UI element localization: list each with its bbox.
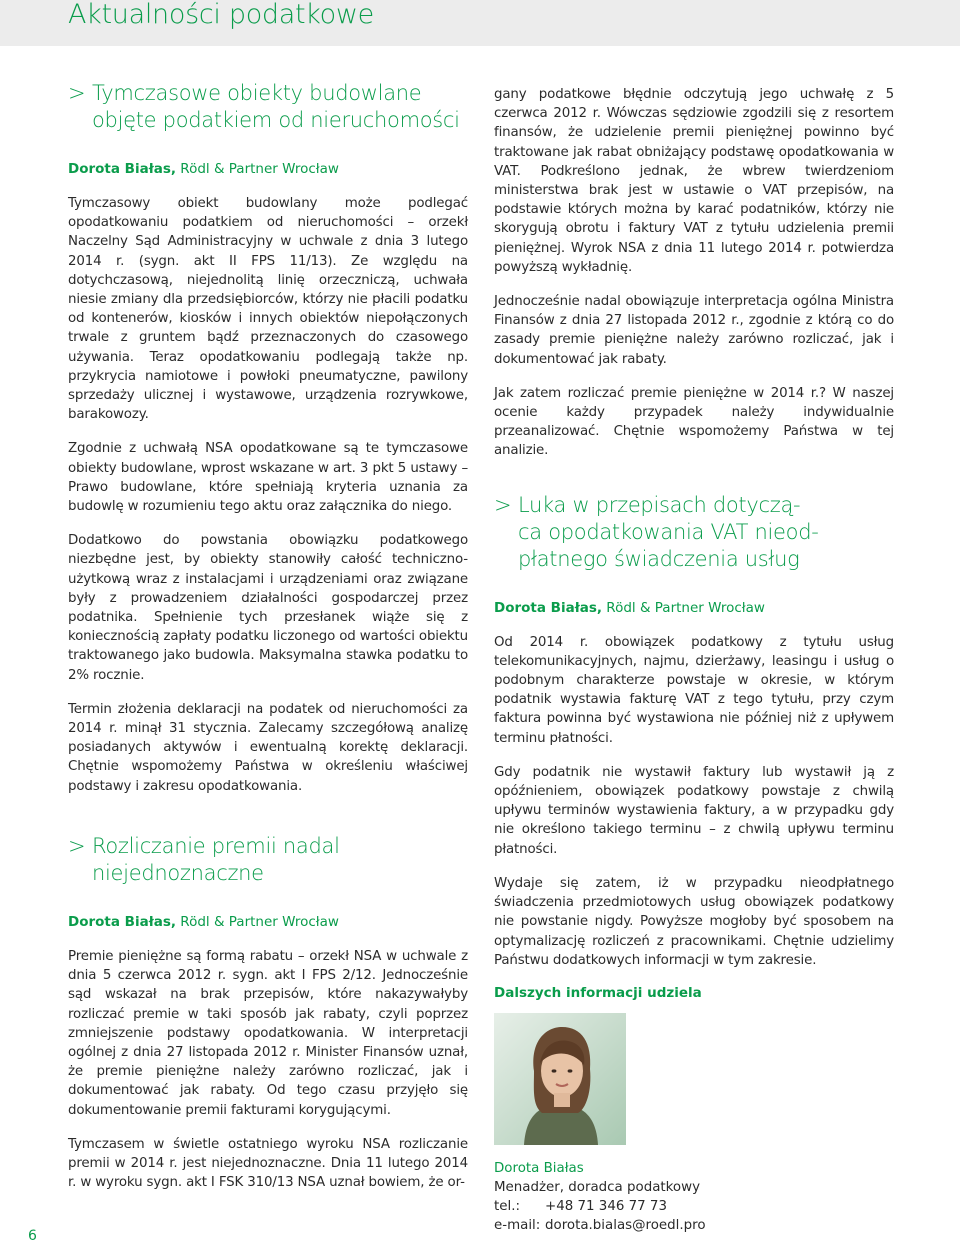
page-title: Aktualności podatkowe: [68, 0, 374, 30]
paragraph: Od 2014 r. obowiązek podatkowy z tytułu usług telekomunikacyjnych, najmu, dzierżawy, leasingu i usług o podobnym charakterze powstaje w okresie, w którym podatnik wystawia fakturę VAT z tego tytułu, przy czym faktura powinna być wystawiona nie później niż z upływem terminu płatności.: [494, 634, 894, 746]
author-org: Rödl & Partner Wrocław: [180, 161, 339, 177]
section-author-1: [68, 160, 468, 178]
paragraph: Termin złożenia deklaracji na podatek od nieruchomości za 2014 r. minął 31 stycznia. Zalecamy szczegółową analizę posiadanych aktywów i ewentualną korektę deklaracji. Chętnie wspomożemy Państwa w określeniu właściwej podstawy i zakresu opodatkowania.: [68, 701, 468, 794]
author-name: Dorota Białas,: [68, 161, 176, 177]
paragraph: Tymczasowy obiekt budowlany może podlegać opodatkowaniu podatkiem od nieruchomości – orzekł Naczelny Sąd Administracyjny w uchwale z dnia 3 lutego 2014 r. (sygn. akt II FPS 11/13). Ze względu na dotychczasową, niejednolitą linię orzeczniczą, uchwała niesie zmiany dla przedsiębiorców, którzy nie płacili podatku od kontenerów, kiosków i innych obiektów niepołączonych trwale z gruntem bądź przeznaczonych do czasowego używania. Teraz opodatkowaniu podlegają także np. przykrycia namiotowe i powłoki pneumatyczne, pawilony sprzedaży ulicznej i wystawowe, urządzenia rozrywkowe, barakowozy.: [68, 196, 468, 423]
email-link[interactable]: dorota.bialas@roedl.pro: [545, 1217, 706, 1233]
paragraph: Dodatkowo do powstania obowiązku podatkowego niezbędne jest, by obiekty stanowiły całość techniczno-użytkową wraz z instalacjami i urządzeniami oraz związane były z prowadzeniem działalności gospodarczej przez podatnika. Spełnienie tych przesłanek wiąże się z koniecznością zapłaty podatku liczonego od wartości obiektu traktowanego jako budowla. Maksymalna stawka podatku to 2% rocznie.: [68, 533, 468, 683]
author-name: Dorota Białas,: [68, 913, 176, 930]
paragraph: Gdy podatnik nie wystawił faktury lub wystawił ją z opóźnieniem, obowiązek podatkowy powstaje z chwilą upływu terminów wystawienia faktury, a w przypadku gdy nie określono takiego terminu – z chwilą upływu terminu płatności.: [494, 764, 894, 857]
email-label: e-mail:: [494, 1217, 541, 1233]
paragraph: Tymczasem w świetle ostatniego wyroku NSA rozliczanie premii w 2014 r. jest niejednoznaczne. Dnia 11 lutego 2014 r. w wyroku sygn. akt I FSK 310/13 NSA uznał bowiem, że or-: [68, 1136, 468, 1191]
section-title-3: > Luka w przepisach dotyczą- ca opodatkowania VAT nieod- płatnego świadczenia usług: [494, 492, 819, 571]
contact-details: [494, 1159, 894, 1235]
author-name: Dorota Białas,: [494, 599, 602, 616]
paragraph: gany podatkowe błędnie odczytują jego uchwałę z 5 czerwca 2012 r. Wówczas sędziowie zgodzili się z resortem finansów, że udzielenie premii pieniężnej powinno być traktowane jak rabat obniżający podstawę opodatkowania w VAT. Podkreślono jednak, że wbrew twierdzeniom ministerstwa brak jest w ustawie o VAT przepisów, na podstawie których można by karać podatników, którzy nie skorygują obrotu i faktury VAT z tytułu udzielenia premii pieniężnej. Wyrok NSA z dnia 11 lutego 2014 r. potwierdza powyższą wykładnię.: [494, 87, 894, 275]
paragraph: Jednocześnie nadal obowiązuje interpretacja ogólna Ministra Finansów z dnia 27 listopada 2012 r., zgodnie z którą co do zasady premie pieniężne należy zarówno rozliczać, jak i dokumentować jak rabaty.: [494, 294, 894, 367]
section-author-2: [68, 913, 468, 931]
paragraph: Wydaje się zatem, iż w przypadku nieodpłatnego świadczenia przedmiotowych usług obowiązek podatkowy nie powstanie nigdy. Powyższe mogłoby być sposobem na optymalizację rozliczeń z pracownikami. Chętnie udzielimy Państwu dodatkowych informacji w tym zakresie.: [494, 875, 894, 968]
section-title-2: > Rozliczanie premii nadal niejednoznaczne: [68, 833, 340, 885]
section-author-3: [494, 599, 894, 617]
arrow-marker-icon: >: [494, 492, 512, 517]
right-column: [494, 85, 894, 1235]
paragraph: Premie pieniężne są formą rabatu – orzekł NSA w uchwale z dnia 5 czerwca 2012 r. sygn. akt I FPS 2/12. Jednocześnie sąd wskazał na brak przepisów, które nakazywałyby rozliczać premie w taki sposób jak rabaty, czyli poprzez zmniejszenie podstawy opodatkowania. W interpretacji ogólnej z dnia 27 listopada 2012 r. Minister Finansów uznał, że premie pieniężne należy zarówno rozliczać, jak i dokumentować jak rabaty. Od tego czasu przyjęło się dokumentowanie premii fakturami korygującymi.: [68, 948, 468, 1118]
person-portrait-icon: [494, 1013, 626, 1145]
contact-photo: [494, 1013, 626, 1145]
arrow-marker-icon: >: [68, 833, 86, 858]
header-band: [0, 0, 960, 46]
contact-email-row: [494, 1216, 894, 1235]
contact-phone-row: [494, 1197, 894, 1216]
section-title-1: > Tymczasowe obiekty budowlane objęte podatkiem od nieruchomości: [68, 81, 460, 132]
author-org: Rödl & Partner Wrocław: [606, 599, 765, 616]
page-number: 6: [28, 1228, 37, 1244]
arrow-marker-icon: >: [68, 81, 86, 105]
paragraph: Jak zatem rozliczać premie pieniężne w 2014 r.? W naszej ocenie każdy przypadek należy indywidualnie przeanalizować. Chętnie wspomożemy Państwa w tej analizie.: [494, 385, 894, 459]
contact-role: Menadżer, doradca podatkowy: [494, 1179, 700, 1195]
left-column: [68, 80, 468, 1207]
author-org: Rödl & Partner Wrocław: [180, 913, 339, 930]
phone-value[interactable]: +48 71 346 77 73: [545, 1198, 667, 1214]
phone-label: tel.:: [494, 1198, 520, 1214]
contact-heading: Dalszych informacji udziela: [494, 984, 702, 1001]
contact-name: Dorota Białas: [494, 1160, 584, 1176]
paragraph: Zgodnie z uchwałą NSA opodatkowane są te tymczasowe obiekty budowlane, wprost wskazane w art. 3 pkt 5 ustawy – Prawo budowlane, które spełniają kryteria uznania za budowlę w rozumieniu tego aktu oraz załącznika do niego.: [68, 441, 468, 515]
